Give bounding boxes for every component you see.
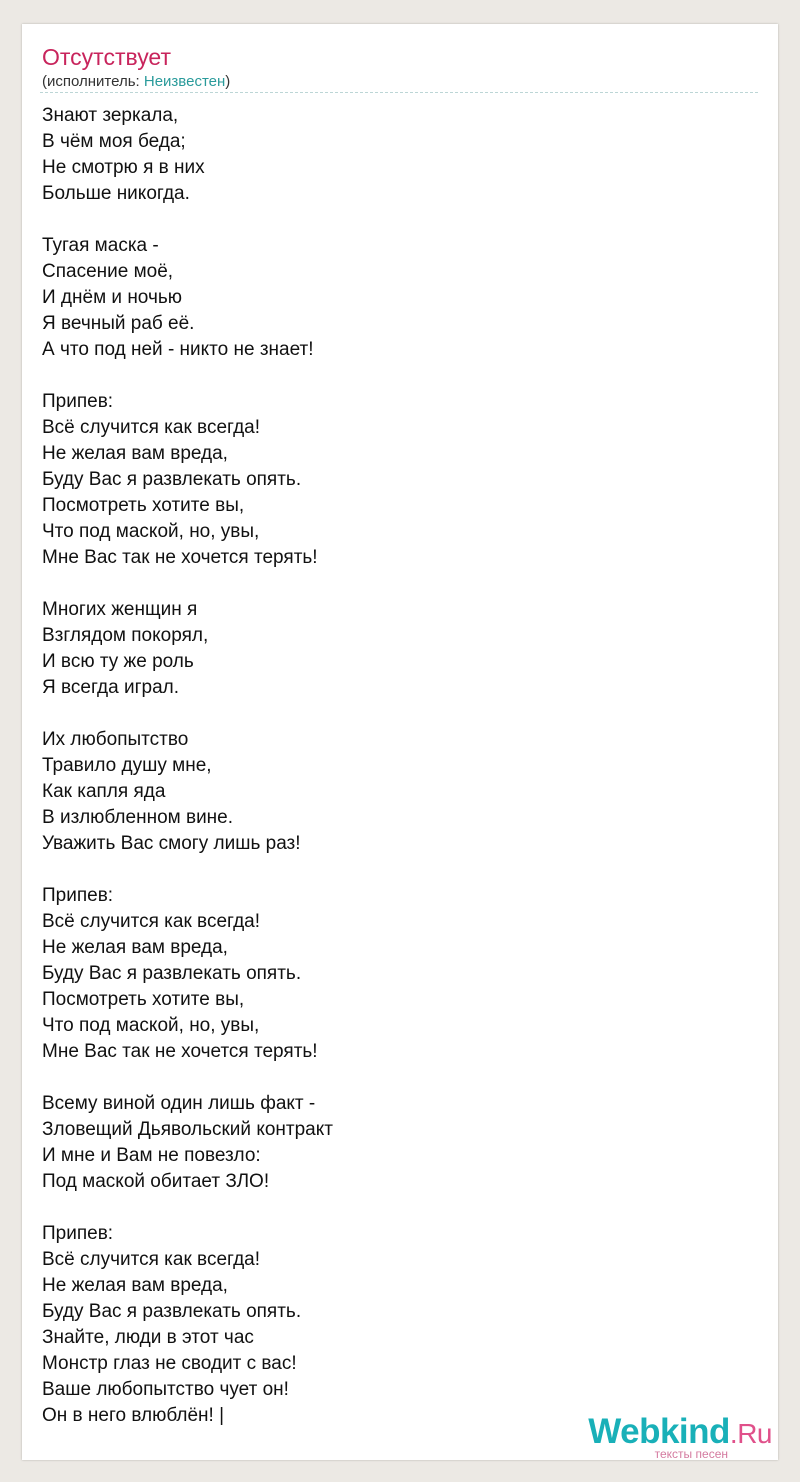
- lyric-line: Я всегда играл.: [42, 677, 179, 698]
- lyrics-text: [42, 103, 742, 1429]
- lyric-line: Что под маской, но, увы,: [42, 1015, 260, 1036]
- logo-main-text: Webkind: [588, 1412, 730, 1451]
- lyric-line: Не желая вам вреда,: [42, 443, 228, 464]
- lyric-line: Знайте, люди в этот час: [42, 1327, 254, 1348]
- artist-link[interactable]: Неизвестен: [143, 73, 226, 90]
- lyric-line: Я вечный раб её.: [42, 313, 195, 334]
- stanza-break: [42, 1195, 742, 1221]
- lyric-line: Припев:: [42, 1223, 114, 1244]
- lyric-line: Под маской обитает ЗЛО!: [42, 1171, 270, 1192]
- lyric-line: Спасение моё,: [42, 261, 174, 282]
- lyric-line: Что под маской, но, увы,: [42, 521, 260, 542]
- lyric-line: Буду Вас я развлекать опять.: [42, 469, 302, 490]
- lyric-line: Монстр глаз не сводит с вас!: [42, 1353, 297, 1374]
- lyric-line: Как капля яда: [42, 781, 166, 802]
- lyric-line: Припев:: [42, 885, 114, 906]
- lyric-line: Всё случится как всегда!: [42, 911, 261, 932]
- lyric-line: В излюбленном вине.: [42, 807, 234, 828]
- lyric-line: В чём моя беда;: [42, 131, 186, 152]
- lyric-line: Больше никогда.: [42, 183, 190, 204]
- stanza-break: [42, 207, 742, 233]
- lyric-line: Припев:: [42, 391, 114, 412]
- lyric-line: Ваше любопытство чует он!: [42, 1379, 289, 1400]
- lyric-line: Уважить Вас смогу лишь раз!: [42, 833, 301, 854]
- lyric-line: И мне и Вам не повезло:: [42, 1145, 261, 1166]
- lyric-line: Буду Вас я развлекать опять.: [42, 963, 302, 984]
- stanza-break: [42, 701, 742, 727]
- stanza-break: [42, 857, 742, 883]
- lyric-line: Посмотреть хотите вы,: [42, 495, 245, 516]
- lyric-line: Травило душу мне,: [42, 755, 212, 776]
- lyric-line: Мне Вас так не хочется терять!: [42, 547, 318, 568]
- lyric-line: Всё случится как всегда!: [42, 417, 261, 438]
- lyric-line: Всё случится как всегда!: [42, 1249, 261, 1270]
- lyric-line: А что под ней - никто не знает!: [42, 339, 314, 360]
- lyrics-card: [22, 24, 778, 1460]
- lyric-line: Он в него влюблён! |: [42, 1405, 225, 1426]
- song-title: Отсутствует: [42, 44, 171, 70]
- artist-prefix: (исполнитель:: [42, 73, 144, 90]
- lyric-line: Мне Вас так не хочется терять!: [42, 1041, 318, 1062]
- artist-line: [42, 72, 230, 92]
- lyric-line: Знают зеркала,: [42, 105, 179, 126]
- stanza-break: [42, 571, 742, 597]
- lyric-line: Их любопытство: [42, 729, 189, 750]
- stanza-break: [42, 363, 742, 389]
- lyric-line: Всему виной один лишь факт -: [42, 1093, 316, 1114]
- lyric-line: Взглядом покорял,: [42, 625, 209, 646]
- lyric-line: Буду Вас я развлекать опять.: [42, 1301, 302, 1322]
- lyric-line: Не желая вам вреда,: [42, 937, 228, 958]
- lyric-line: И днём и ночью: [42, 287, 183, 308]
- lyric-line: Не желая вам вреда,: [42, 1275, 228, 1296]
- artist-suffix: ): [225, 73, 231, 90]
- lyric-line: Зловещий Дьявольский контракт: [42, 1119, 333, 1140]
- lyric-line: Многих женщин я: [42, 599, 198, 620]
- lyric-line: Посмотреть хотите вы,: [42, 989, 245, 1010]
- lyric-line: Тугая маска -: [42, 235, 159, 256]
- logo-tld: .Ru: [729, 1418, 772, 1449]
- webkind-logo[interactable]: [588, 1413, 772, 1460]
- header-divider: [40, 92, 758, 93]
- logo-tagline: тексты песен: [654, 1447, 728, 1461]
- stanza-break: [42, 1065, 742, 1091]
- lyric-line: Не смотрю я в них: [42, 157, 205, 178]
- lyric-line: И всю ту же роль: [42, 651, 194, 672]
